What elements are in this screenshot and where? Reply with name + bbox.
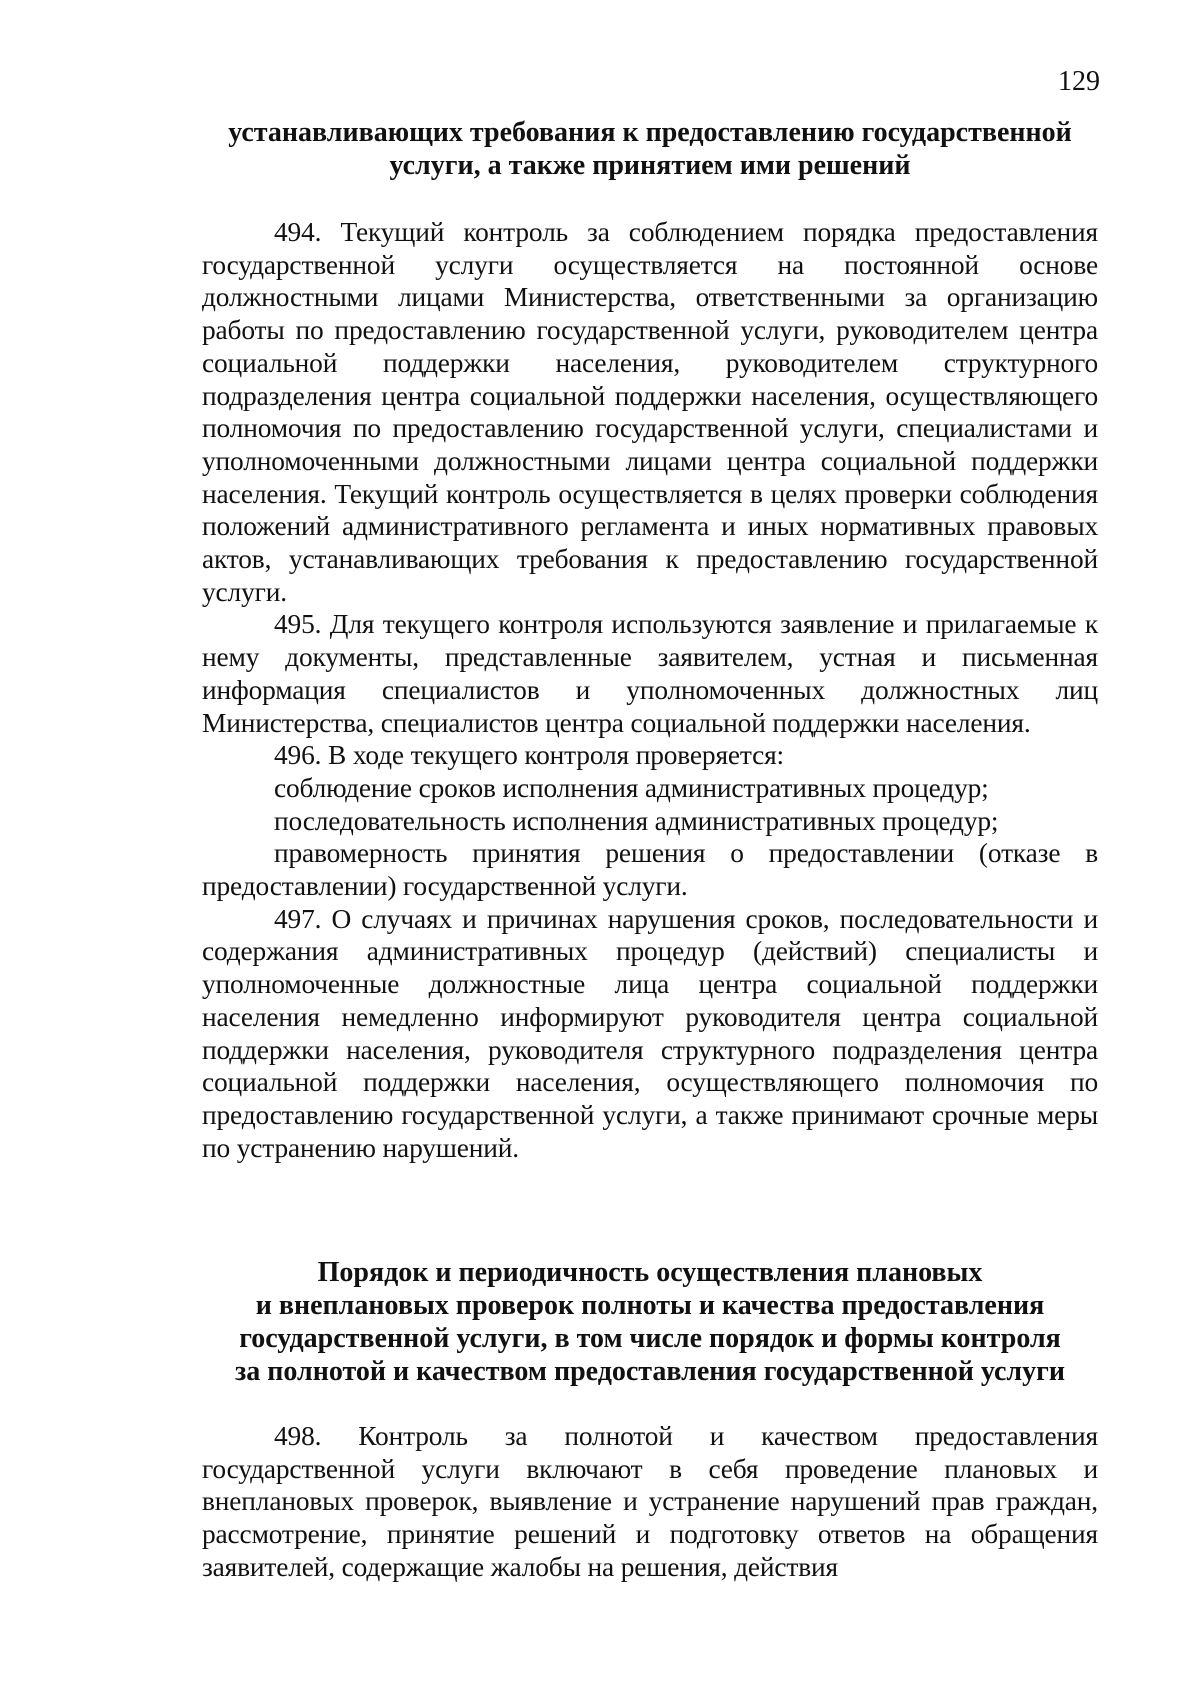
section-heading-top (202, 116, 1098, 182)
body-section-1 (202, 216, 1098, 1164)
heading-mid-line-4: за полнотой и качеством предоставления государственной услуги (235, 1356, 1065, 1387)
paragraph-496-item-3: правомерность принятия решения о предоставлении (отказе в предоставлении) государственной услуги. (202, 838, 1098, 902)
paragraph-496: 496. В ходе текущего контроля проверяется: (274, 740, 785, 771)
page-number: 129 (1058, 66, 1100, 97)
heading-top-line-1: устанавливающих требования к предоставлению государственной (228, 117, 1072, 148)
heading-mid-line-2: и внеплановых проверок полноты и качества предоставления (255, 1290, 1045, 1321)
section-heading-control (202, 1256, 1098, 1388)
paragraph-495: 495. Для текущего контроля используются заявление и прилагаемые к нему документы, представленные заявителем, устная и письменная информация специалистов и уполномоченных должностных лиц Министерства, специалистов центра социальной поддержки населения. (202, 609, 1098, 738)
paragraph-496-item-2: последовательность исполнения административных процедур; (274, 805, 999, 836)
paragraph-498: 498. Контроль за полнотой и качеством предоставления государственной услуги включают в себя проведение плановых и внеплановых проверок, выявление и устранение нарушений прав граждан, рассмотрение, принятие решений и подготовку ответов на обращения заявителей, содержащие жалобы на решения, действия (202, 1421, 1098, 1582)
heading-mid-line-1: Порядок и периодичность осуществления плановых (317, 1257, 983, 1288)
heading-mid-line-3: государственной услуги, в том числе порядок и формы контроля (239, 1323, 1061, 1354)
paragraph-497: 497. О случаях и причинах нарушения сроков, последовательности и содержания административных процедур (действий) специалисты и уполномоченные должностные лица центра социальной поддержки населения немедленно информируют руководителя центра социальной поддержки населения, руководителя структурного подразделения центра социальной поддержки населения, осуществляющего полномочия по предоставлению государственной услуги, а также принимают срочные меры по устранению нарушений. (202, 903, 1098, 1163)
paragraph-494: 494. Текущий контроль за соблюдением порядка предоставления государственной услуги осуществляется на постоянной основе должностными лицами Министерства, ответственными за организацию работы по предоставлению государственной услуги, руководителем центра социальной поддержки населения, руководителем структурного подразделения центра социальной поддержки населения, осуществляющего полномочия по предоставлению государственной услуги, специалистами и уполномоченными должностными лицами центра социальной поддержки населения. Текущий контроль осуществляется в целях проверки соблюдения положений административного регламента и иных нормативных правовых актов, устанавливающих требования к предоставлению государственной услуги. (202, 217, 1098, 607)
body-section-2 (202, 1420, 1098, 1584)
paragraph-496-item-1: соблюдение сроков исполнения административных процедур; (274, 772, 989, 803)
heading-top-line-2: услуги, а также принятием ими решений (389, 150, 911, 181)
